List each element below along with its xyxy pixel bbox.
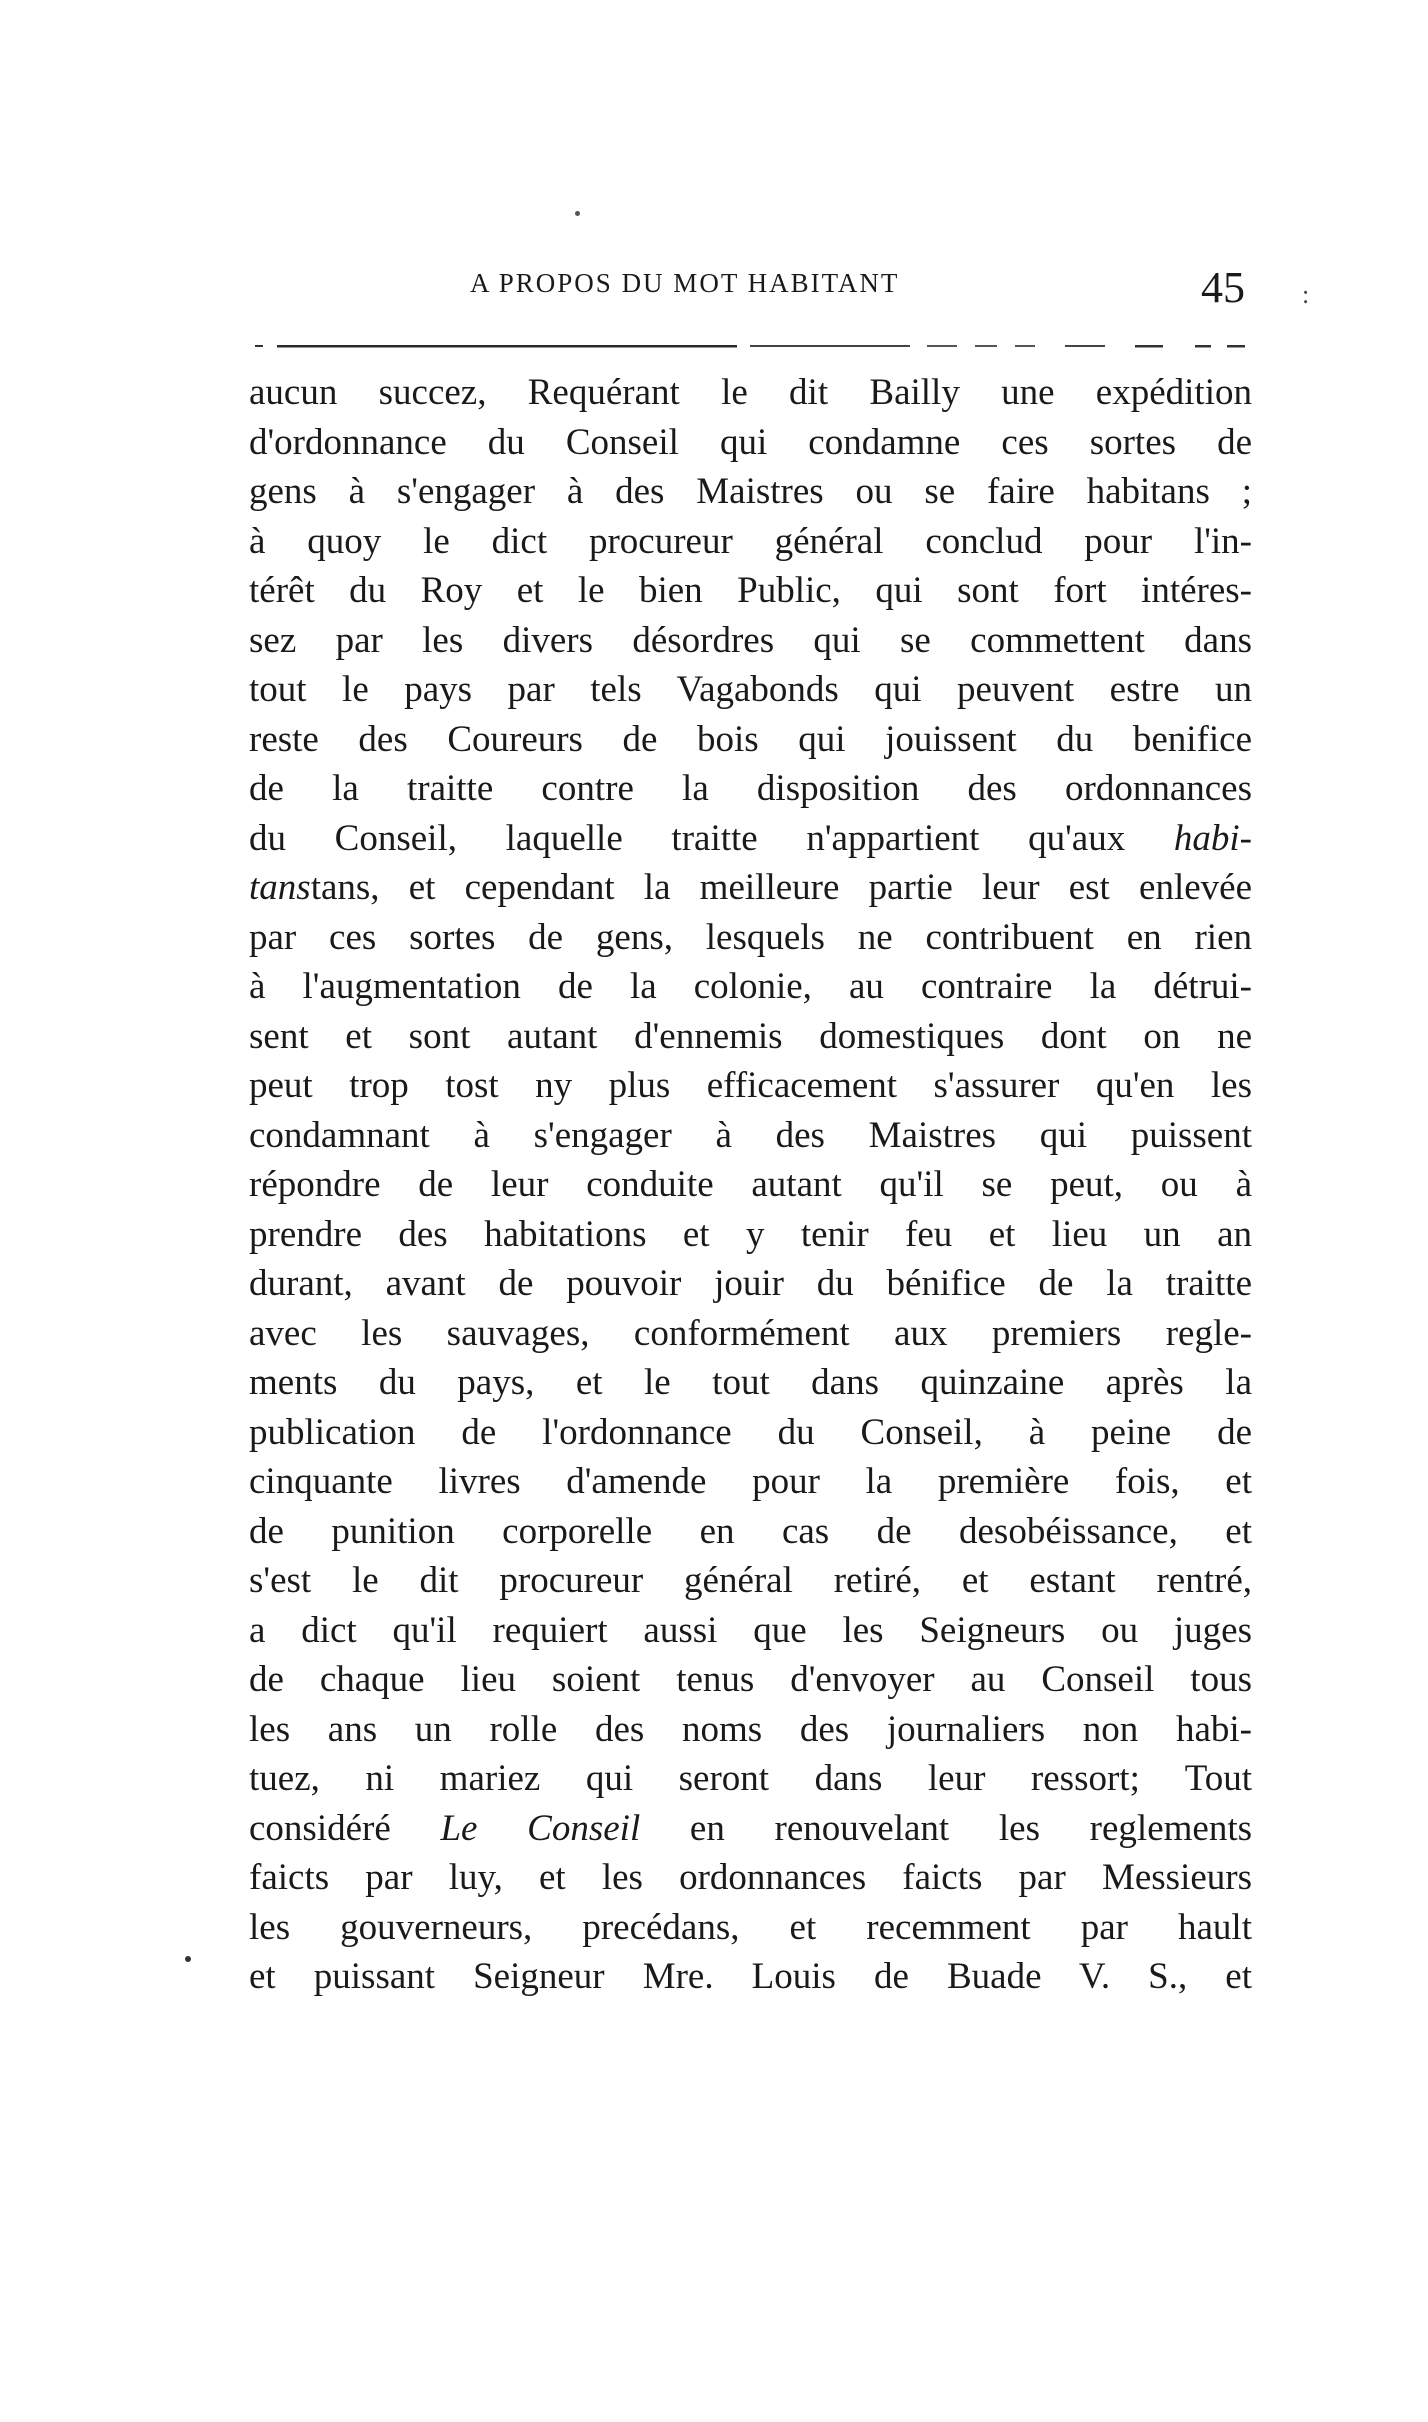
text-line: par ces sortes de gens, lesquels ne contribuent en rien [249, 916, 1252, 958]
margin-dot [185, 1956, 191, 1962]
text-line: aucun succez, Requérant le dit Bailly une expédition [249, 372, 1252, 413]
ink-speck [575, 211, 580, 216]
text-line-with-italic [249, 1804, 1252, 1854]
text-line: prendre des habitations et y tenir feu et lieu un an [249, 1213, 1252, 1255]
text-line: avec les sauvages, conformément aux premiers regle- [249, 1312, 1252, 1354]
header-rule [255, 343, 1245, 349]
body-text [249, 368, 1252, 2002]
text-line: de punition corporelle en cas de desobéissance, et [249, 1510, 1252, 1552]
text-line: faicts par luy, et les ordonnances faicts par Messieurs [249, 1857, 1252, 1898]
text-line: tuez, ni mariez qui seront dans leur ressort; Tout [249, 1758, 1252, 1799]
text-segment: en renouvelant les reglements [640, 1807, 1252, 1849]
text-line: gens à s'engager à des Maistres ou se faire habitans ; [249, 471, 1252, 512]
text-line: les gouverneurs, precédans, et recemment par hault [249, 1906, 1252, 1948]
text-line: s'est le dit procureur général retiré, et estant rentré, [249, 1560, 1252, 1601]
text-line: ments du pays, et le tout dans quinzaine après la [249, 1362, 1252, 1403]
text-line: cinquante livres d'amende pour la première fois, et [249, 1461, 1252, 1502]
text-line: a dict qu'il requiert aussi que les Seigneurs ou juges [249, 1609, 1252, 1651]
text-line: les ans un rolle des noms des journaliers non habi- [249, 1708, 1252, 1750]
text-segment: du Conseil, laquelle traitte n'appartient qu'aux [249, 817, 1174, 859]
text-line-with-italic [249, 863, 1252, 913]
italic-word: habi- [1173, 817, 1252, 859]
text-line: sez par les divers désordres qui se commettent dans [249, 619, 1252, 661]
page-header [255, 262, 1245, 322]
italic-word: tans [249, 867, 311, 908]
running-head: A PROPOS DU MOT HABITANT [470, 268, 900, 298]
text-segment: tans, et cependant la meilleure partie leur est enlevée [310, 867, 1252, 908]
text-line: sent et sont autant d'ennemis domestiques dont on ne [249, 1015, 1252, 1057]
text-line: d'ordonnance du Conseil qui condamne ces sortes de [249, 421, 1252, 463]
text-line: peut trop tost ny plus efficacement s'assurer qu'en les [249, 1065, 1252, 1106]
text-line: durant, avant de pouvoir jouir du bénifice de la traitte [249, 1263, 1252, 1304]
text-segment: considéré [249, 1807, 441, 1849]
page-number: 45 [1201, 263, 1245, 312]
text-line-with-italic [249, 814, 1252, 864]
text-line: térêt du Roy et le bien Public, qui sont fort intéres- [249, 570, 1252, 611]
text-line: à l'augmentation de la colonie, au contraire la détrui- [249, 966, 1252, 1007]
text-line: et puissant Seigneur Mre. Louis de Buade V. S., et [249, 1956, 1252, 1997]
text-line: condamnant à s'engager à des Maistres qui puissent [249, 1114, 1252, 1156]
text-line: publication de l'ordonnance du Conseil, à peine de [249, 1411, 1252, 1453]
text-line: de chaque lieu soient tenus d'envoyer au Conseil tous [249, 1659, 1252, 1700]
text-line: répondre de leur conduite autant qu'il se peut, ou à [249, 1164, 1252, 1205]
text-line: reste des Coureurs de bois qui jouissent du benifice [249, 718, 1252, 760]
italic-phrase: Le Conseil [440, 1807, 641, 1849]
margin-mark: : [1302, 280, 1310, 309]
text-line: à quoy le dict procureur général conclud pour l'in- [249, 520, 1252, 562]
text-line: tout le pays par tels Vagabonds qui peuvent estre un [249, 669, 1252, 710]
text-line: de la traitte contre la disposition des ordonnances [249, 768, 1252, 809]
header-rule-line [255, 343, 1245, 349]
